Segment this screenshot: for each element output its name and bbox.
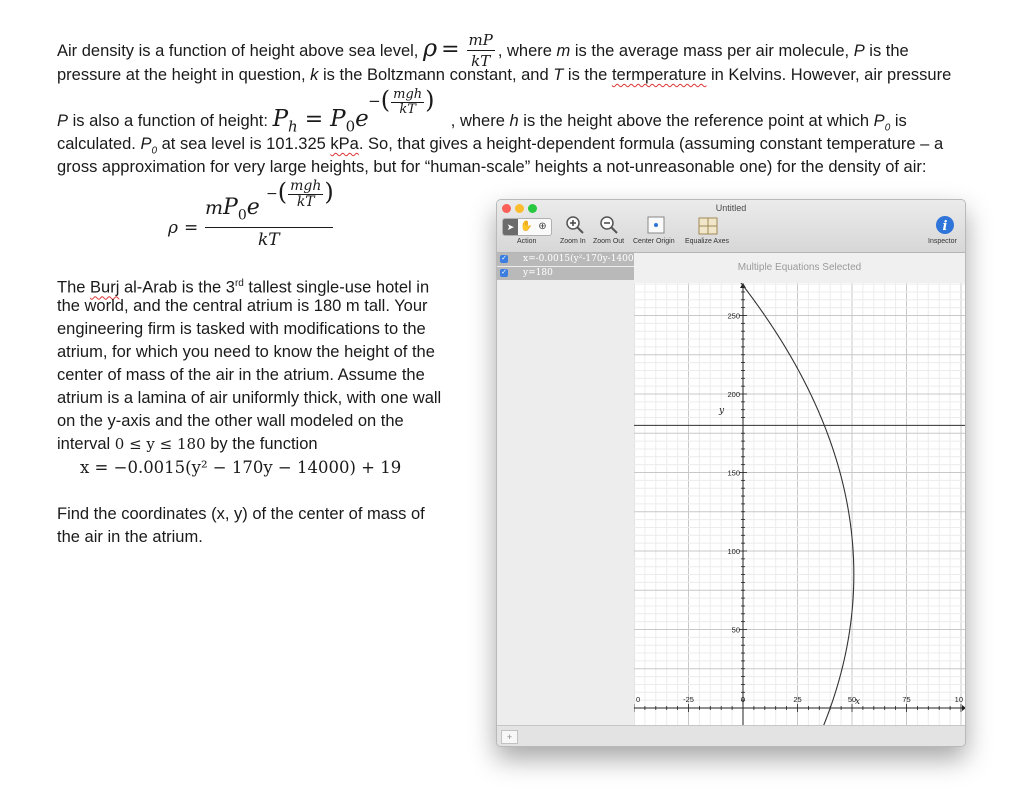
question-line-8 [57,433,318,456]
equals-sign: = [297,107,331,132]
interval-math: 0 ≤ y ≤ 180 [114,435,206,453]
exponent-fraction [391,88,424,117]
ph-term [272,106,298,136]
action-label: Action [517,238,537,245]
numerator: mgh [393,86,423,102]
density-formula [168,178,348,258]
text: pressure at the height in question, [57,66,311,84]
euler-e: e [355,106,369,132]
exponent: −( $\frac{\text{mgh}}{kT}$ ) [368,86,435,117]
var-p: P [140,135,152,153]
question-line-6 [57,387,441,410]
text: . So, that gives a height-dependent formula (assuming constant temperature – a [358,135,944,153]
status-message: Multiple Equations Selected [634,253,965,283]
text: is the [563,66,612,84]
text: al-Arab is the 3 [119,278,235,297]
equation-row[interactable] [497,253,634,266]
question-line-2 [57,295,428,318]
var-k: k [310,66,319,84]
graph-canvas[interactable] [634,283,965,725]
equation-text[interactable]: x=-0.0015(y²-170y-1400 [523,254,634,264]
minus: − [368,92,381,110]
zoom-out-label: Zoom Out [593,238,625,245]
text: at sea level is 101.325 [157,135,331,153]
grapher-window [496,199,966,747]
zoom-out-icon[interactable] [598,215,620,237]
x-axis-label: x [855,697,861,708]
x-tick-label: -25 [683,695,694,704]
var-p: P [330,106,346,132]
superscript-rd: rd [234,278,244,289]
inspector-label: Inspector [928,238,957,245]
var-m: m [556,41,571,60]
subscript-h: h [288,117,298,136]
find-line-2 [57,526,203,549]
svg-text:i: i [942,219,948,234]
title-bar [497,200,965,253]
denominator: kT [399,101,416,117]
wall-function [80,456,401,479]
text: Air density is a function of height above sea level, [57,41,423,60]
var-p0 [873,112,891,134]
text: in Kelvins. However, air pressure [706,66,952,84]
denominator: kT [258,230,280,250]
y-tick-label: 150 [727,468,740,478]
exponent-fraction [288,179,323,210]
text: is the height above the reference point at which [518,112,874,130]
text: calculated. [57,135,141,153]
x-tick-label: 25 [793,695,802,704]
subscript-0: 0 [884,122,891,134]
var-h: h [509,112,519,130]
text: atrium, for which you need to know the height of the [57,343,435,361]
y-tick-label: 250 [727,311,740,321]
text: interval [57,435,115,453]
x-tick-label: 10 [954,695,963,704]
var-p0 [140,135,158,157]
text: gross approximation for very large heights, but for “human-scale” heights a not-unreasonable one) for the density of air: [57,158,927,176]
var-p: P [853,41,865,60]
checkbox-icon[interactable]: ✓ [501,255,507,262]
y-tick-label: 100 [727,547,740,556]
denominator: kT [296,193,315,210]
zoom-in-icon[interactable] [564,215,586,237]
exponential [355,86,435,132]
formula-numerator [205,195,260,223]
numerator: mP [468,31,493,49]
add-icon[interactable]: + [501,730,518,744]
equation-text[interactable]: y=180 [523,268,553,278]
p0-term [330,106,356,136]
text: is the average mass per air molecule, [570,41,854,60]
info-icon[interactable] [934,215,956,237]
equation-row[interactable] [497,267,634,280]
function-text: x = −0.0015(y² − 170y − 14000) + 19 [80,458,402,477]
equation-list [497,253,634,725]
text: is also a function of height: [68,112,273,130]
minus: − [266,186,278,202]
x-tick-label: 0 [740,695,746,704]
subscript-0: 0 [237,207,247,224]
misspelled-word: termperature [611,66,707,84]
rho-symbol: ρ [422,33,438,62]
text: center of mass of the air in the atrium. Assume the [57,366,425,384]
y-axis-label: y [719,405,725,416]
bottom-bar [497,725,965,747]
denominator: kT [471,52,491,70]
var-p: P [272,106,289,132]
var-p: P [223,195,238,220]
paragraph-line-5 [57,156,926,179]
text: Find the coordinates (x, y) of the center of mass of [57,505,425,523]
var-p: P [57,112,69,130]
zoom-in-label: Zoom In [560,238,586,245]
fraction-bar [205,227,333,228]
subscript-0: 0 [151,145,158,157]
text: atrium is a lamina of air uniformly thick, with one wall [57,389,442,407]
find-line-1 [57,503,425,526]
window-title: Untitled [715,203,747,213]
action-segmented-control [502,218,552,236]
text: , where [450,112,510,130]
text: the world, and the central atrium is 180 m tall. Your [57,297,428,315]
y-tick-label: 200 [727,390,740,399]
var-t: T [553,66,564,84]
text: on the y-axis and the other wall modeled on the [57,412,404,430]
question-line-7 [57,410,404,433]
text: is the Boltzmann constant, and [318,66,554,84]
question-line-4 [57,341,435,364]
text: The [57,278,91,297]
text: , where [497,41,557,60]
subscript-0: 0 [345,117,356,136]
y-tick-label: 50 [731,625,740,635]
paragraph-line-2 [57,64,951,87]
text: by the function [205,435,318,453]
text: engineering firm is tasked with modifications to the [57,320,426,338]
question-line-3 [57,318,426,341]
misspelled-word: kPa [330,135,359,153]
center-origin-label: Center Origin [633,238,675,245]
arrow-pointer-icon[interactable]: ➤ [503,219,518,235]
text: is the [864,41,909,60]
checkbox-icon[interactable]: ✓ [501,269,507,276]
misspelled-word: Burj [90,278,120,297]
x-tick-label: 0 [636,695,641,704]
magnifier-icon[interactable]: ⊕ [538,221,547,232]
hand-icon[interactable]: ✋ [520,221,533,232]
x-tick-label: 75 [902,695,911,704]
equalize-axes-icon[interactable] [697,215,719,237]
equalize-axes-label: Equalize Axes [685,238,729,245]
rho-symbol: ρ [168,218,178,238]
center-origin-icon[interactable] [645,215,667,237]
formula-exponent: −( $\frac{\text{mgh}}{kT}$ ) [266,177,334,210]
text: is [890,112,907,130]
x-tick-label: 50 [847,695,857,704]
var-p: P [873,112,885,130]
text: the air in the atrium. [57,528,203,546]
equals-sign: = [441,36,460,62]
numerator: mgh [290,177,322,194]
text: tallest single-use hotel in [243,278,430,297]
question-line-5 [57,364,425,387]
var-m: m [205,197,224,219]
euler-e: e [246,195,260,220]
equals-sign: = [184,218,199,238]
